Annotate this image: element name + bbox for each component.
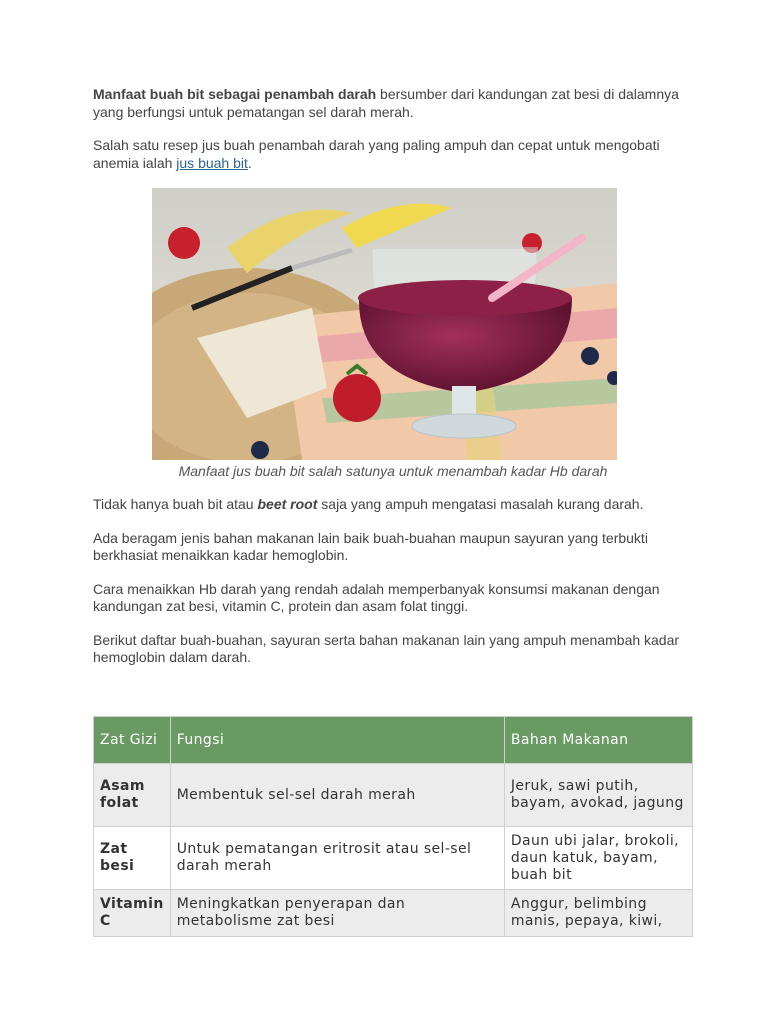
table-row	[94, 827, 693, 890]
jus-buah-bit-link[interactable]: jus buah bit	[176, 154, 248, 171]
nutrient-table	[93, 716, 693, 937]
paragraph-foods: Ada beragam jenis bahan makanan lain baik buah-buahan maupun sayuran yang terbukti berkhasiat menaikkan kadar hemoglobin.	[93, 529, 648, 563]
recipe-text: Salah satu resep jus buah penambah darah yang paling ampuh dan cepat untuk mengobati anemia ialah	[93, 137, 660, 171]
beetroot-term: beet root	[257, 496, 318, 512]
beet-juice-photo	[152, 188, 617, 460]
cell-foods: Anggur, belimbing manis, pepaya, kiwi,	[504, 890, 692, 937]
cell-function: Meningkatkan penyerapan dan metabolisme zat besi	[170, 890, 504, 937]
cell-nutrient: Zat besi	[94, 827, 171, 890]
photo-caption: Manfaat jus buah bit salah satunya untuk menambah kadar Hb darah	[178, 463, 608, 479]
paragraph-recipe	[93, 137, 693, 172]
cell-nutrient: Asam folat	[94, 764, 171, 827]
cell-function: Untuk pematangan eritrosit atau sel-sel darah merah	[170, 827, 504, 890]
article-body	[93, 86, 693, 683]
beetroot-text-1: Tidak hanya buah bit atau	[93, 496, 258, 512]
paragraph-list-intro: Berikut daftar buah-buahan, sayuran serta bahan makanan lain yang ampuh menambah kadar hemoglobin dalam darah.	[93, 631, 680, 665]
header-bahan-makanan: Bahan Makanan	[504, 717, 692, 764]
intro-bold: Manfaat buah bit sebagai penambah darah	[93, 86, 377, 102]
paragraph-beetroot	[93, 496, 693, 514]
cell-foods: Daun ubi jalar, brokoli, daun katuk, bayam, buah bit	[504, 827, 692, 890]
table-row	[94, 764, 693, 827]
beetroot-text-2: saja yang ampuh mengatasi masalah kurang darah.	[317, 496, 644, 512]
beet-juice-illustration	[152, 188, 617, 460]
table-row	[94, 890, 693, 937]
cell-foods: Jeruk, sawi putih, bayam, avokad, jagung	[504, 764, 692, 827]
header-zat-gizi: Zat Gizi	[94, 717, 171, 764]
header-fungsi: Fungsi	[170, 717, 504, 764]
cell-nutrient: Vitamin C	[94, 890, 171, 937]
cell-function: Membentuk sel-sel darah merah	[170, 764, 504, 827]
table-header-row	[94, 717, 693, 764]
paragraph-intro	[93, 86, 693, 121]
recipe-period: .	[247, 154, 252, 171]
intro-text: bersumber dari kandungan zat besi di dalamnya yang berfungsi untuk pematangan sel darah merah.	[93, 86, 679, 120]
paragraph-hb: Cara menaikkan Hb darah yang rendah adalah memperbanyak konsumsi makanan dengan kandungan zat besi, vitamin C, protein dan asam folat tinggi.	[93, 580, 660, 614]
